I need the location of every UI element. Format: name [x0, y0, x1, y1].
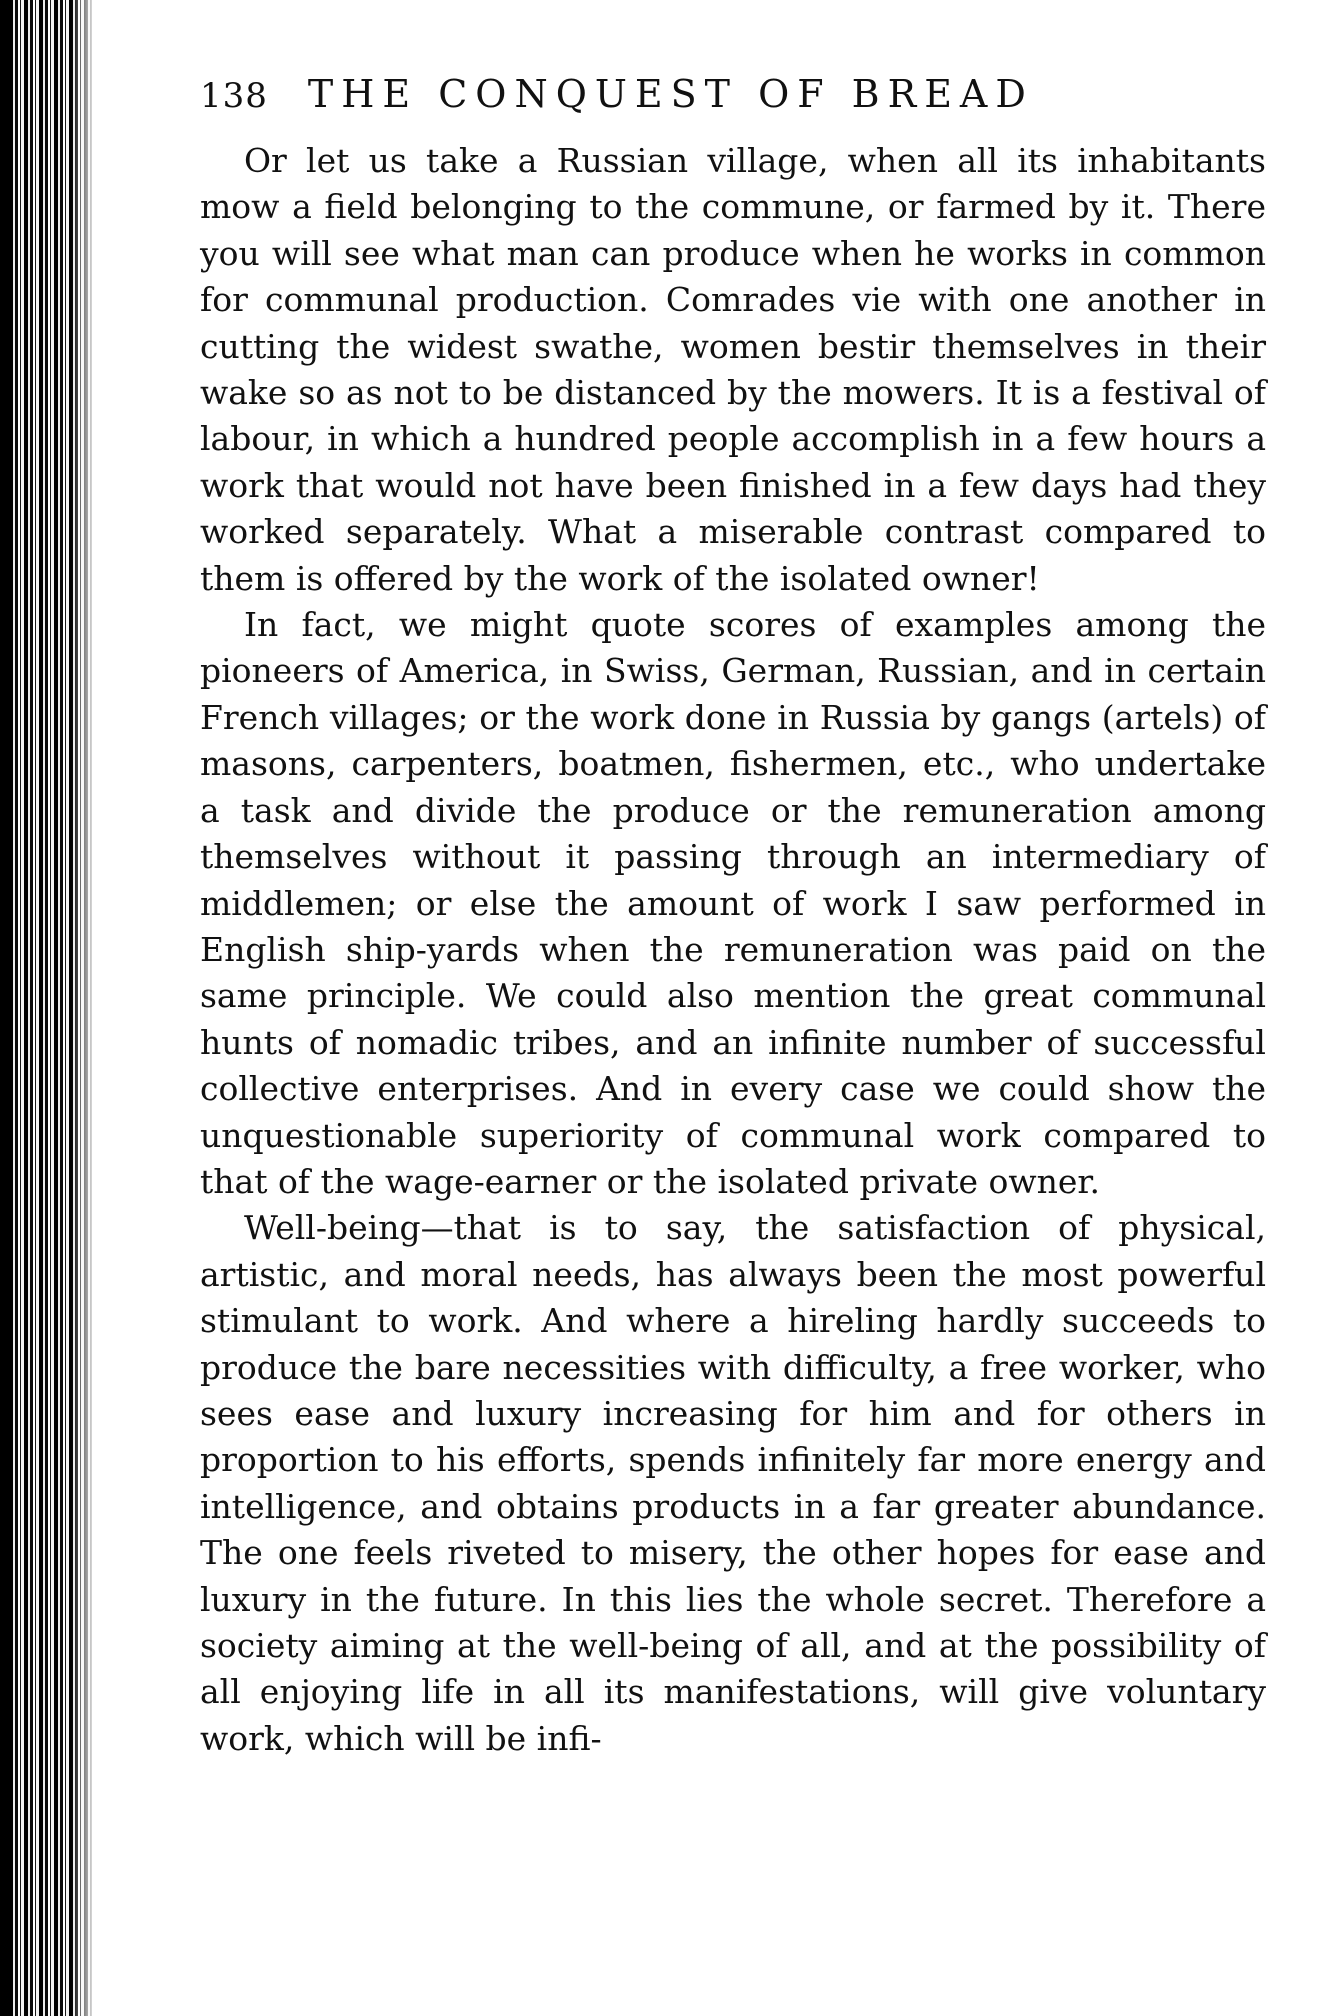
book-title: THE CONQUEST OF BREAD [307, 72, 1034, 116]
page-number: 138 [200, 76, 268, 116]
book-binding-fade [72, 0, 96, 2016]
book-page [200, 72, 1266, 1762]
paragraph-3: Well-being—that is to say, the satisfaction of physical, artistic, and moral needs, has always been the most powerful stimulant to work. And where a hireling hardly succeeds to produce the bare necessities with difficulty, a free worker, who sees ease and luxury increasing for him and for others in proportion to his efforts, spends infinitely far more energy and intelligence, and obtains products in a far greater abundance. The one feels riveted to misery, the other hopes for ease and luxury in the future. In this lies the whole secret. Therefore a society aiming at the well-being of all, and at the possibility of all enjoying life in all its manifestations, will give voluntary work, which will be infi- [200, 1208, 1266, 1758]
book-binding-edge [0, 0, 10, 2016]
paragraph-2: In fact, we might quote scores of examples among the pioneers of America, in Swiss, German, Russian, and in certain French villages; or the work done in Russia by gangs (artels) of masons, carpenters, boatmen, fishermen, etc., who undertake a task and divide the produce or the remuneration among themselves without it passing through an intermediary of middlemen; or else the amount of work I saw performed in English ship-yards when the remuneration was paid on the same principle. We could also mention the great communal hunts of nomadic tribes, and an infinite number of successful collective enterprises. And in every case we could show the unquestionable superiority of communal work compared to that of the wage-earner or the isolated private owner. [200, 605, 1266, 1201]
body-text [200, 138, 1266, 1762]
running-head [200, 72, 1266, 138]
paragraph-1: Or let us take a Russian village, when all its inhabitants mow a field belonging to the commune, or farmed by it. There you will see what man can produce when he works in common for communal production. Comrades vie with one another in cutting the widest swathe, women bestir themselves in their wake so as not to be distanced by the mowers. It is a festival of labour, in which a hundred people accomplish in a few hours a work that would not have been finished in a few days had they worked separately. What a miserable contrast compared to them is offered by the work of the isolated owner! [200, 141, 1266, 598]
